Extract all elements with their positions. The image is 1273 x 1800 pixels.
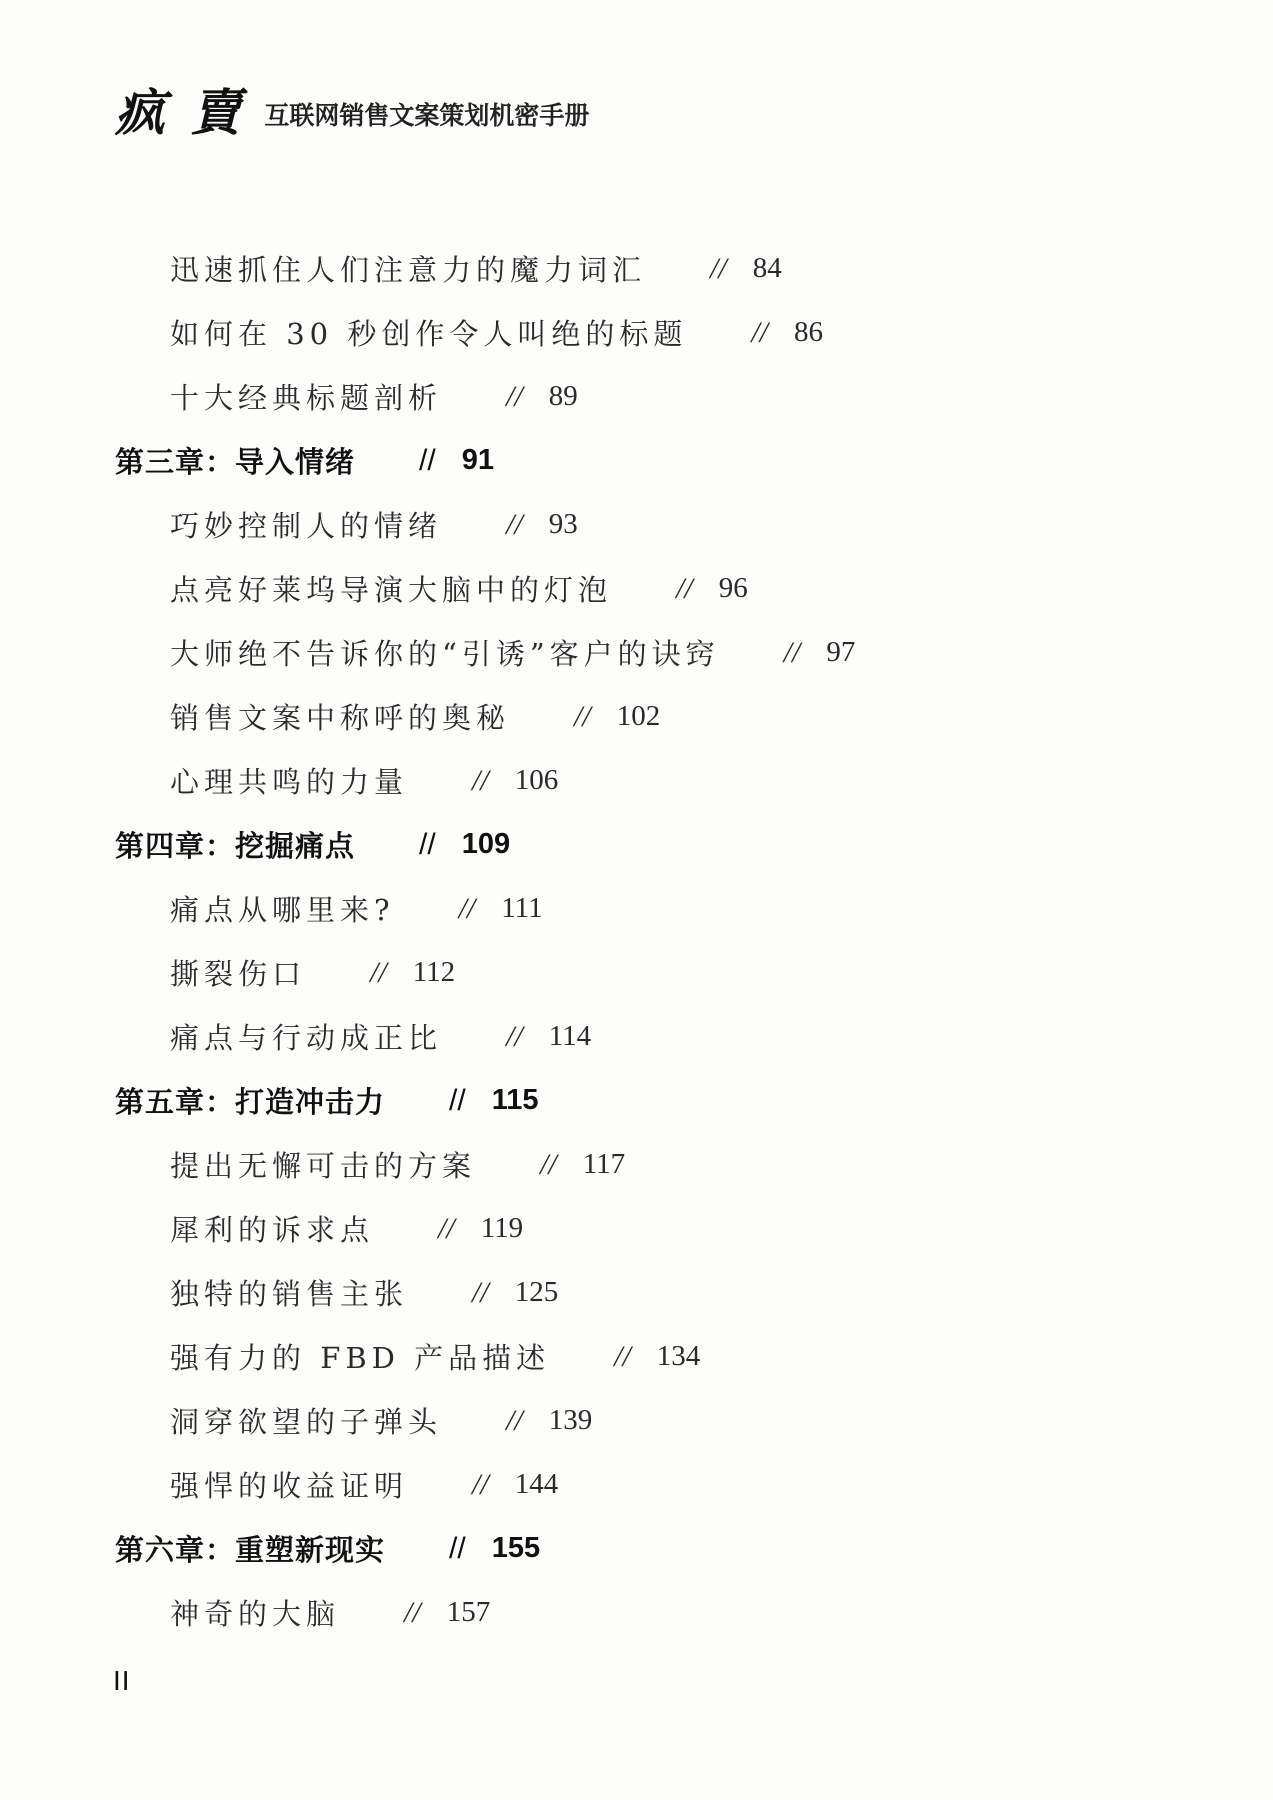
entry-separator: // [783, 635, 801, 669]
entry-title: 痛点与行动成正比 [170, 1021, 443, 1055]
entry-page-number: 139 [548, 1404, 593, 1436]
entry-page-number: 91 [461, 444, 494, 476]
toc-section-entry [170, 1592, 490, 1633]
running-header [115, 78, 590, 142]
entry-page-number: 109 [461, 828, 511, 860]
toc-section-entry [170, 376, 578, 417]
entry-page-number: 111 [501, 892, 543, 924]
toc-section-entry [170, 312, 823, 353]
toc-section-entry [170, 1464, 558, 1505]
toc-section-entry [170, 1208, 523, 1249]
entry-title: 点亮好莱坞导演大脑中的灯泡 [170, 573, 613, 607]
entry-separator: // [506, 1019, 523, 1053]
toc-section-entry [170, 1016, 591, 1057]
entry-page-number: 117 [582, 1148, 626, 1180]
toc-chapter-entry [115, 440, 494, 481]
entry-page-number: 134 [656, 1340, 701, 1372]
entry-title: 痛点从哪里来? [170, 893, 395, 927]
entry-separator: // [370, 955, 387, 989]
toc-section-entry [170, 760, 558, 801]
entry-separator: // [458, 891, 476, 925]
entry-title: 第五章：打造冲击力 [115, 1085, 386, 1119]
toc-section-entry [170, 1144, 625, 1185]
toc-section-entry [170, 888, 543, 929]
toc-section-entry [170, 632, 855, 673]
entry-separator: // [574, 699, 591, 733]
toc-section-entry [170, 504, 578, 545]
entry-title: 销售文案中称呼的奥秘 [170, 701, 511, 735]
entry-separator: // [449, 1083, 466, 1117]
entry-page-number: 102 [616, 700, 661, 732]
toc-section-entry [170, 1400, 592, 1441]
page-number: II [113, 1665, 131, 1696]
entry-title: 洞穿欲望的子弹头 [170, 1405, 443, 1439]
toc-chapter-entry [115, 824, 510, 865]
entry-page-number: 112 [412, 956, 456, 988]
entry-title: 大师绝不告诉你的“引诱”客户的诀窍 [170, 637, 720, 671]
entry-title: 迅速抓住人们注意力的魔力词汇 [170, 253, 647, 287]
entry-page-number: 115 [491, 1084, 539, 1116]
entry-separator: // [419, 827, 436, 861]
toc-section-entry [170, 1272, 558, 1313]
entry-page-number: 84 [752, 252, 782, 284]
entry-separator: // [506, 379, 523, 413]
entry-title: 独特的销售主张 [170, 1277, 409, 1311]
toc-section-entry [170, 1336, 700, 1377]
entry-title: 巧妙控制人的情绪 [170, 509, 443, 543]
entry-separator: // [438, 1211, 455, 1245]
entry-separator: // [540, 1147, 557, 1181]
entry-page-number: 114 [548, 1020, 592, 1052]
entry-title: 心理共鸣的力量 [170, 765, 409, 799]
entry-page-number: 86 [794, 316, 824, 348]
entry-separator: // [472, 1275, 489, 1309]
entry-separator: // [506, 507, 523, 541]
entry-title: 第四章：挖掘痛点 [115, 829, 356, 863]
entry-page-number: 119 [480, 1212, 524, 1244]
entry-page-number: 125 [514, 1276, 559, 1308]
entry-title: 十大经典标题剖析 [170, 381, 443, 415]
entry-title: 犀利的诉求点 [170, 1213, 375, 1247]
entry-separator: // [404, 1595, 421, 1629]
entry-title: 撕裂伤口 [170, 957, 307, 991]
entry-page-number: 155 [491, 1532, 541, 1564]
toc-section-entry [170, 248, 782, 289]
entry-separator: // [614, 1339, 631, 1373]
toc-chapter-entry [115, 1528, 540, 1569]
entry-page-number: 93 [548, 508, 578, 540]
calligraphy-logo: 疯 賣 [115, 83, 245, 142]
toc-section-entry [170, 952, 455, 993]
toc-section-entry [170, 696, 660, 737]
entry-title: 提出无懈可击的方案 [170, 1149, 477, 1183]
toc-section-entry [170, 568, 748, 609]
entry-page-number: 157 [446, 1596, 491, 1628]
entry-separator: // [472, 1467, 489, 1501]
entry-title: 如何在 30 秒创作令人叫绝的标题 [170, 317, 688, 351]
entry-separator: // [676, 571, 693, 605]
entry-page-number: 97 [826, 636, 856, 668]
entry-title: 神奇的大脑 [170, 1597, 341, 1631]
entry-separator: // [472, 763, 489, 797]
entry-title: 第六章：重塑新现实 [115, 1533, 386, 1567]
entry-page-number: 144 [514, 1468, 559, 1500]
entry-page-number: 96 [718, 572, 748, 604]
entry-separator: // [751, 315, 769, 349]
entry-title: 第三章：导入情绪 [115, 445, 356, 479]
toc-chapter-entry [115, 1080, 538, 1121]
entry-title: 强有力的 FBD 产品描述 [170, 1341, 551, 1375]
book-title: 互联网销售文案策划机密手册 [264, 101, 590, 130]
entry-separator: // [449, 1531, 466, 1565]
entry-separator: // [419, 443, 436, 477]
entry-separator: // [506, 1403, 523, 1437]
entry-page-number: 89 [548, 380, 578, 412]
entry-title: 强悍的收益证明 [170, 1469, 409, 1503]
entry-page-number: 106 [514, 764, 559, 796]
entry-separator: // [710, 251, 727, 285]
